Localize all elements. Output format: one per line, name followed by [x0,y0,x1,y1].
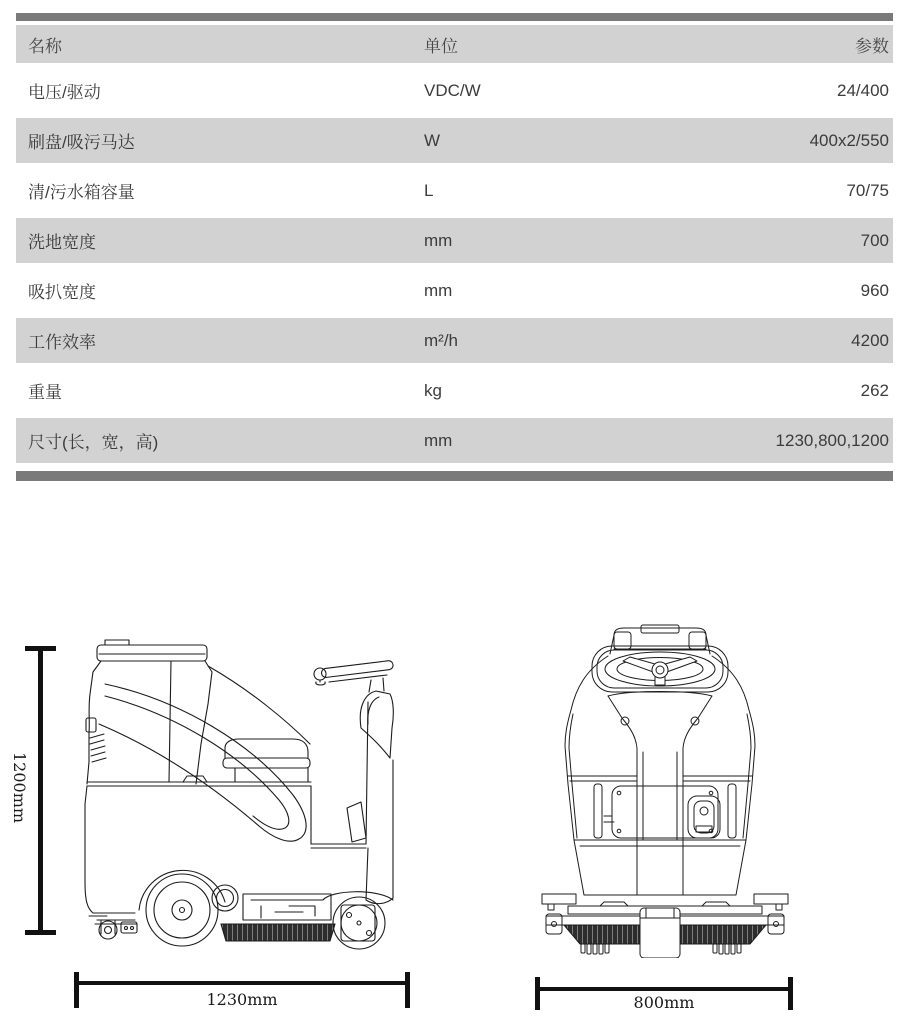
steering-column [360,691,393,904]
row-value: 1230,800,1200 [775,430,889,450]
row-unit: VDC/W [424,80,481,100]
table-header-row [16,25,893,63]
height-dimension-line [38,648,43,935]
length-dimension-line [76,981,408,985]
recovery-tank [86,661,310,841]
row-name: 吸扒宽度 [28,283,96,302]
brush-deck [221,924,335,941]
squeegee-assembly [542,894,788,958]
row-name: 工作效率 [28,333,96,352]
row-unit: mm [424,280,453,300]
row-unit: m²/h [424,330,458,350]
row-name: 重量 [28,383,62,402]
table-row [16,163,893,218]
rear-wheel [139,870,225,946]
row-name: 洗地宽度 [28,233,96,252]
rear-caster [95,920,137,939]
table-row [16,263,893,318]
width-dimension-label: 800mm [633,993,695,1012]
front-wheel [323,892,393,949]
table-top-rule [16,13,893,21]
row-value: 960 [860,280,889,300]
height-dimension-cap-top [25,646,56,651]
row-value: 4200 [851,330,889,350]
lower-body [85,786,366,920]
table-row [16,418,893,463]
row-unit: kg [424,380,442,400]
row-name: 电压/驱动 [28,83,101,102]
header-unit: 单位 [424,36,458,56]
table-row [16,63,893,118]
front-view-drawing [540,618,790,958]
header-value: 参数 [855,36,889,56]
lower-hopper [574,840,746,895]
row-value: 24/400 [837,80,889,100]
table-row [16,218,893,263]
header-name: 名称 [28,36,62,56]
row-unit: mm [424,230,453,250]
row-unit: mm [424,430,453,450]
tank-lid [97,640,207,661]
steering-wheel-front [605,652,715,686]
side-view-drawing [75,632,415,962]
row-name: 尺寸(长，宽，高) [28,433,159,452]
length-dimension-label: 1230mm [206,990,278,1009]
row-name: 清/污水箱容量 [28,183,135,202]
side-panels [594,784,736,838]
row-value: 700 [860,230,889,250]
table-row [16,363,893,418]
table-bottom-rule [16,471,893,481]
seat [223,739,310,782]
row-unit: W [424,130,441,150]
row-name: 刷盘/吸污马达 [28,133,135,152]
row-value: 400x2/550 [809,130,889,150]
table-row [16,118,893,163]
seat-back-column [608,692,712,896]
width-dimension-line [537,987,791,991]
row-unit: L [424,180,434,200]
table-row [16,318,893,363]
spec-table [16,13,893,481]
steering-wheel [314,660,394,692]
row-value: 262 [860,380,889,400]
height-dimension-cap-bottom [25,930,56,935]
height-dimension-label: 1200mm [10,752,29,824]
row-value: 70/75 [846,180,889,200]
